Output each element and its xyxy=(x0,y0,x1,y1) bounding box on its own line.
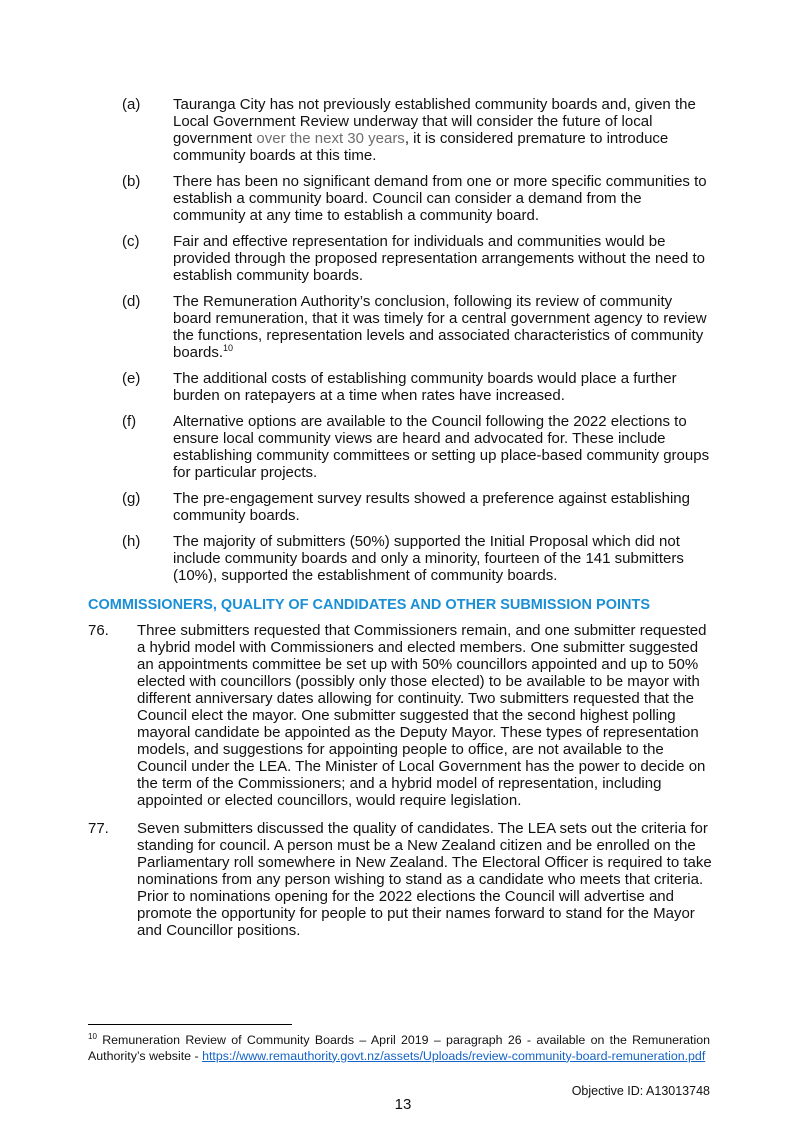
lettered-item xyxy=(0,490,806,524)
lettered-item xyxy=(0,370,806,404)
lettered-item-text xyxy=(173,233,806,284)
text-line: The Remuneration Authority’s conclusion, following its review of community xyxy=(173,293,673,310)
text-line: Parliamentary roll somewhere in New Zealand. The Electoral Officer is required to take xyxy=(137,854,712,871)
footnote-number: 10 xyxy=(88,1032,97,1041)
lettered-item-label: (b) xyxy=(122,173,141,190)
text-line: Tauranga City has not previously established community boards and, given the xyxy=(173,96,696,113)
text-line: establish a community board. Council can consider a demand from the xyxy=(173,190,642,207)
numbered-paragraph-text xyxy=(137,622,806,809)
footnote-link[interactable]: https://www.remauthority.govt.nz/assets/Uploads/review-community-board-remuneration.pdf xyxy=(202,1048,706,1063)
text-line: and Councillor positions. xyxy=(137,922,301,939)
text-line: Council under the LEA. The Minister of Local Government has the power to decide on xyxy=(137,758,706,775)
lettered-item-label: (g) xyxy=(122,490,141,507)
text-line: community at any time to establish a community board. xyxy=(173,207,539,224)
text-segment: boards. xyxy=(173,344,224,361)
lettered-item-label: (f) xyxy=(122,413,137,430)
text-line: ensure local community views are heard and advocated for. These include xyxy=(173,430,666,447)
text-line: models, and suggestions for appointing people to office, are not available to the xyxy=(137,741,664,758)
text-line: an appointments committee be set up with 50% councillors appointed and up to 50% xyxy=(137,656,699,673)
lettered-item-text xyxy=(173,490,806,524)
text-line: There has been no significant demand from one or more specific communities to xyxy=(173,173,707,190)
text-segment: , it is considered premature to introduce xyxy=(404,130,669,147)
numbered-paragraph xyxy=(0,820,806,939)
text-line: Alternative options are available to the Council following the 2022 elections to xyxy=(173,413,687,430)
text-line: board remuneration, that it was timely for a central government agency to review xyxy=(173,310,707,327)
lettered-item-label: (c) xyxy=(122,233,140,250)
text-line: the functions, representation levels and associated characteristics of community xyxy=(173,327,704,344)
text-line xyxy=(173,344,806,361)
text-line: community boards at this time. xyxy=(173,147,377,164)
objective-id: Objective ID: A13013748 xyxy=(571,1084,710,1098)
text-line: The pre-engagement survey results showed a preference against establishing xyxy=(173,490,690,507)
text-line: Local Government Review underway that will consider the future of local xyxy=(173,113,653,130)
text-line: Fair and effective representation for individuals and communities would be xyxy=(173,233,666,250)
lettered-item-text xyxy=(173,173,806,224)
text-line: appointed or elected councillors, would require legislation. xyxy=(137,792,522,809)
text-line: provided through the proposed representation arrangements without the need to xyxy=(173,250,706,267)
lettered-item-label: (h) xyxy=(122,533,141,550)
lettered-item-text xyxy=(173,413,806,481)
text-line: standing for council. A person must be a New Zealand citizen and be enrolled on the xyxy=(137,837,696,854)
text-line: nominations from any person wishing to stand as a candidate who meets that criteria. xyxy=(137,871,704,888)
text-line: establish community boards. xyxy=(173,267,364,284)
page-number: 13 xyxy=(394,1096,412,1113)
numbered-paragraph-label: 77. xyxy=(88,820,109,837)
lettered-list xyxy=(0,96,806,593)
text-line: community boards. xyxy=(173,507,300,524)
lettered-item xyxy=(0,293,806,361)
text-line: include community boards and only a minority, fourteen of the 141 submitters xyxy=(173,550,684,567)
text-segment: government xyxy=(173,130,257,147)
footnote-divider xyxy=(88,1024,292,1025)
lettered-item-label: (d) xyxy=(122,293,141,310)
numbered-list xyxy=(0,622,806,950)
numbered-paragraph-text xyxy=(137,820,806,939)
footnote-text: Remuneration Review of Community Boards – April 2019 – paragraph 26 - available on the Remuneration xyxy=(102,1033,710,1047)
lettered-item-text xyxy=(173,370,806,404)
text-line: Seven submitters discussed the quality of candidates. The LEA sets out the criteria for xyxy=(137,820,708,837)
numbered-paragraph xyxy=(0,622,806,809)
lettered-item-text xyxy=(173,293,806,361)
lettered-item-label: (e) xyxy=(122,370,141,387)
text-line: Prior to nominations opening for the 2022 elections the Council will advertise and xyxy=(137,888,674,905)
lettered-item xyxy=(0,233,806,284)
text-line: the term of the Commissioners; and a hybrid model of representation, including xyxy=(137,775,662,792)
lettered-item-text xyxy=(173,96,806,164)
footnote-reference[interactable]: 10 xyxy=(223,343,234,353)
text-line: establishing community committees or setting up place-based community groups xyxy=(173,447,710,464)
numbered-paragraph-label: 76. xyxy=(88,622,109,639)
lettered-item xyxy=(0,173,806,224)
lettered-item xyxy=(0,413,806,481)
text-line: Three submitters requested that Commissioners remain, and one submitter requested xyxy=(137,622,707,639)
lettered-item-text xyxy=(173,533,806,584)
text-line: Council elect the mayor. One submitter suggested that the second highest polling xyxy=(137,707,676,724)
lettered-item xyxy=(0,533,806,584)
text-segment: over the next 30 years xyxy=(256,130,405,147)
lettered-item-label: (a) xyxy=(122,96,141,113)
text-line: mayoral candidate be appointed as the Deputy Mayor. These types of representation xyxy=(137,724,699,741)
text-line: different anniversary dates allowing for continuity. Two submitters requested that the xyxy=(137,690,694,707)
text-line: The majority of submitters (50%) supported the Initial Proposal which did not xyxy=(173,533,680,550)
footnote xyxy=(88,1033,710,1064)
text-line: for particular projects. xyxy=(173,464,318,481)
text-line: (10%), supported the establishment of community boards. xyxy=(173,567,558,584)
section-heading: COMMISSIONERS, QUALITY OF CANDIDATES AND OTHER SUBMISSION POINTS xyxy=(88,597,651,613)
text-line: The additional costs of establishing community boards would place a further xyxy=(173,370,677,387)
text-line xyxy=(173,130,806,147)
text-line: elected with councillors (possibly only those elected) to be available to be mayor with xyxy=(137,673,700,690)
text-line: promote the opportunity for people to put their names forward to stand for the Mayor xyxy=(137,905,695,922)
footnote-text-2: Authority’s website - xyxy=(88,1048,203,1063)
lettered-item xyxy=(0,96,806,164)
text-line: burden on ratepayers at a time when rates have increased. xyxy=(173,387,565,404)
text-line: a hybrid model with Commissioners and elected members. One submitter suggested xyxy=(137,639,699,656)
